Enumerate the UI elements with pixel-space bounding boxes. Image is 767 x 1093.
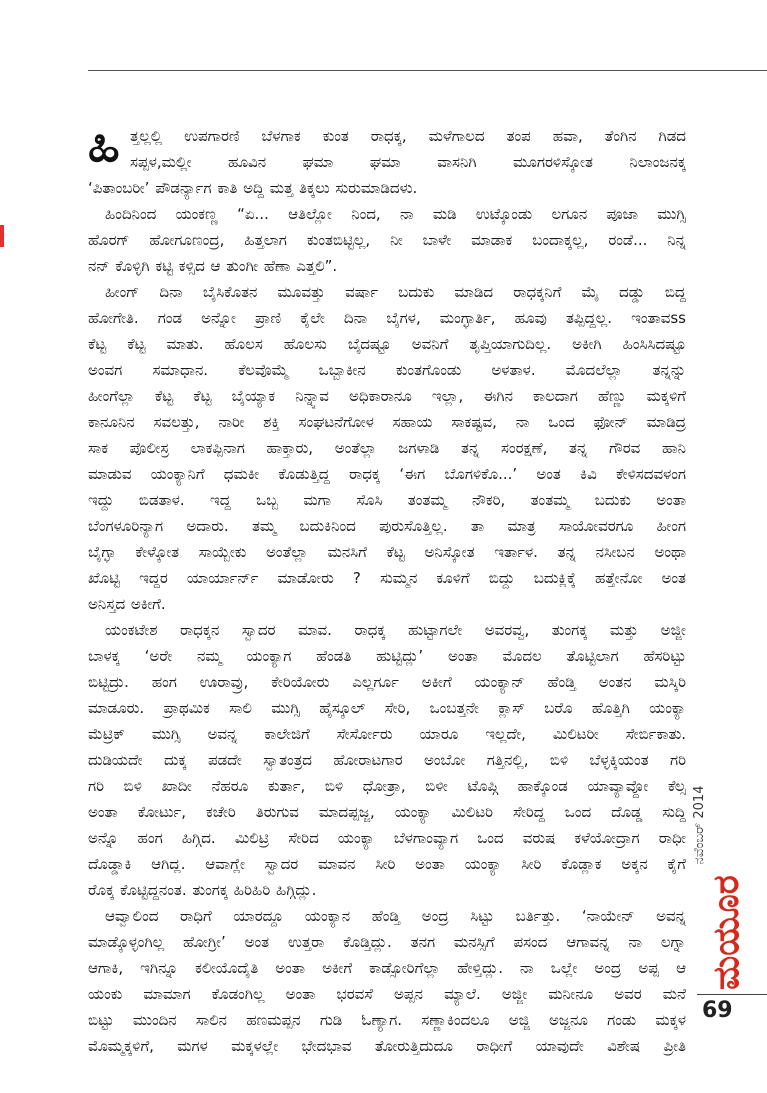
text-line: ಹೀಂಗ್ ದಿನಾ ಬೈಸಿಕೊತನ ಮೂವತ್ತು ವರ್ಷಾ ಬದುಕು ಮಾಡಿದ ರಾಧಕ್ಕನಿಗೆ ಮೈ ದಡ್ಡು ಬಿದ್ದ: [105, 283, 686, 301]
text-line: ಸಪ್ಪಳ,ಮಲ್ಲೀ ಹೂವಿನ ಘಮಾ ಘಮಾ ವಾಸನಿಗಿ ಮೂಗರಳಿಸ್ಕೋತ ನಿಲಾಂಜನಕ್ಕ: [130, 153, 686, 171]
text-line: ದುಡಿಯದೇ ದುಕ್ಕ ಪಡದೇ ಸ್ವಾತಂತ್ರದ ಹೋರಾಟಗಾರ ಅಂಬೋ ಗತ್ತಿನಲ್ಲಿ, ಬಿಳಿ ಬೆಳ್ಳಕ್ಕಿಯಂತ ಗರಿ: [88, 751, 686, 769]
text-line: ಇದ್ದು ಬಿಡತಾಳ. ಇದ್ದ ಒಬ್ಬ ಮಗಾ ಸೊಸಿ ತಂತಮ್ಮ ನೌಕರಿ, ತಂತಮ್ಮ ಬದುಕು ಅಂತಾ: [88, 491, 686, 509]
edge-color-mark: [0, 225, 4, 247]
text-line: ಬಾಳಕ್ಕ ‘ಅರೇ ನಮ್ಮ ಯಂಕ್ಯಾಗ ಹೆಂಡತಿ ಹುಟ್ಟಿದ್ಲು’ ಅಂತಾ ಮೊದಲ ತೊಟ್ಟಿಲಾಗ ಹೆಸರಿಟ್ಟು: [88, 647, 686, 665]
text-line: ಸಾಕ ಪೊಲೀಸ್ರ ಲಾಕಪ್ಪಿನಾಗ ಹಾಕ್ತಾರು, ಅಂತೆಲ್ಲಾ ಜಗಳಾಡಿ ತನ್ನ ಸಂರಕ್ಷಣೆ, ತನ್ನ ಗೌರವ ಹಾನಿ: [88, 439, 686, 457]
text-line: ಹಿಂದಿನಿಂದ ಯಂಕಣ್ಣ “ಏ... ಆತಿಲ್ಲೋ ನಿಂದ, ನಾ ಮಡಿ ಉಟ್ಕೊಂಡು ಲಗೂನ ಪೂಜಾ ಮುಗ್ಸಿ: [105, 205, 686, 223]
text-line: ರೊಕ್ಕ ಕೊಟ್ಟಿದ್ದನಂತ. ತುಂಗಕ್ಕ ಹಿರಿಹಿರಿ ಹಿಗ್ಗಿದ್ಲು.: [88, 881, 317, 899]
text-line: ಕೆಟ್ಟ ಕೆಟ್ಟ ಮಾತು. ಹೊಲಸ ಹೊಲಸು ಬೈದಷ್ಟೂ ಅವನಿಗೆ ತೃಪ್ತಿಯಾಗುದಿಲ್ಲ. ಅಕೀಗಿ ಹಿಂಸಿಸಿದಷ್ಟೂ: [88, 335, 686, 353]
text-line: ಹೀಂಗೆಲ್ಲಾ ಕೆಟ್ಟ ಕೆಟ್ಟ ಬೈಯ್ಯಾಕ ನಿನ್ನ್ಯಾವ ಅಧಿಕಾರಾನೂ ಇಲ್ಲಾ, ಈಗಿನ ಕಾಲದಾಗ ಹೆಣ್ಣು ಮಕ್ಕಳಿಗೆ: [88, 387, 686, 405]
text-line: ಅನಿಸ್ತದ ಅಕೀಗೆ.: [88, 595, 166, 613]
text-line: ಮಾಡ್ಕೊಳ್ಳಂಗಿಲ್ಲ ಹೋಗ್ರೀ’ ಅಂತ ಉತ್ತರಾ ಕೊಡ್ತಿದ್ಲು. ತನಗ ಮನಸ್ಸಿಗೆ ಪಸಂದ ಆಗಾವನ್ನ ನಾ ಲಗ್ನಾ: [88, 933, 686, 951]
magazine-logo: ಮಯೂರ: [706, 875, 747, 990]
text-line: ಯಂಕು ಮಾಮಾಗ ಕೊಡಂಗಿಲ್ಲ ಅಂತಾ ಭರವಸೆ ಅಪ್ಪನ ಮ್ಯಾಲೆ. ಅಜ್ಜೀ ಮನೀನೂ ಅವರ ಮನೆ: [88, 985, 686, 1003]
text-line: ‘ಪಿತಾಂಬರೀ’ ಪೌಡರ್ನ್ಯಾಗ ಕಾತಿ ಅದ್ದಿ ಮತ್ತ ತಿಕ್ಕಲು ಸುರುಮಾಡಿದಳು.: [88, 179, 418, 197]
text-line: ಗರಿ ಬಿಳಿ ಖಾದೀ ನೆಹರೂ ಕುರ್ತಾ, ಬಿಳಿ ಧೋತ್ರಾ, ಬಿಳೀ ಟೊಪ್ಗಿ ಹಾಕ್ಕೊಂಡ ಯಾವ್ಯಾವ್ದೋ ಕೆಲ್ಸ: [88, 777, 686, 795]
text-line: ಅನ್ನೊ ಹಂಗ ಹಿಗ್ಗಿದ. ಮಿಲಿಟ್ರಿ ಸೇರಿದ ಯಂಕ್ಯಾ ಬೆಳಗಾಂವ್ಯಾಗ ಒಂದ ವರುಷ ಕಳೆಯೋದ್ರಾಗ ರಾಧೀ: [88, 829, 686, 847]
text-line: ಅಂತಾ ಕೋರ್ಟು, ಕಚೇರಿ ತಿರುಗುವ ಮಾದಪ್ಪಜ್ಜ, ಯಂಕ್ಯಾ ಮಿಲಿಟರಿ ಸೇರಿದ್ದ ಒಂದ ದೊಡ್ಡ ಸುದ್ದಿ: [88, 803, 686, 821]
text-line: ಹೋಗೇತಿ. ಗಂಡ ಅನ್ನೋ ಪ್ರಾಣಿ ಕೈಲೇ ದಿನಾ ಬೈಗಳ, ಮಂಗ್ಳಾರ್ತಿ, ಹೂವು ತಪ್ಪಿದ್ದಲ್ಲ. ಇಂತಾವss: [88, 309, 686, 327]
article-body: [88, 118, 686, 1059]
text-line: ಬಿಟ್ಟಿದ್ರು. ಹಂಗ ಊರಾವ್ರು, ಕೇರಿಯೋರು ಎಲ್ಲರ್ಗೂ ಅಕೀಗೆ ಯಂಕ್ಯಾನ್ ಹೆಂಡ್ತಿ ಅಂತನ ಮಸ್ಕಿರಿ: [88, 673, 686, 691]
text-line: ಬೆಂಗಳೂರಿನ್ಯಾಗ ಅದಾರು. ತಮ್ಮ ಬದುಕಿನಿಂದ ಪುರುಸೊತ್ತಿಲ್ಲ. ತಾ ಮಾತ್ರ ಸಾಯೋವರಗೂ ಹೀಂಗ: [88, 517, 686, 535]
text-line: ದೊಡ್ಡಾಕಿ ಆಗಿದ್ಲ. ಆವಾಗ್ಲೇ ಸ್ವಾದರ ಮಾವನ ಸೀರಿ ಅಂತಾ ಯಂಕ್ಯಾ ಸೀರಿ ಕೊಡ್ಲಾಕ ಅಕ್ಕನ ಕೈಗೆ: [88, 855, 686, 873]
text-line: ನನ್ ಕೊಳ್ಳಿಗಿ ಕಟ್ಟಿ ಕಳ್ಸಿದ ಆ ತುಂಗೀ ಹೆಣಾ ಎತ್ತಲಿ”.: [88, 257, 338, 275]
text-line: ತ್ತಲ್ಲಲ್ಲಿ ಉಪಗಾರಣಿ ಬೆಳಗಾಕ ಕುಂತ ರಾಧಕ್ಕ, ಮಳೆಗಾಲದ ತಂಪ ಹವಾ, ತೆಂಗಿನ ಗಿಡದ: [130, 127, 686, 145]
header-rule: [88, 70, 767, 71]
text-line: ಹೊರಗ್ ಹೋಗೂಣಂದ್ರ, ಹಿತ್ತಲಾಗ ಕುಂತಬಿಟ್ಟಿಲ್ಲ, ನೀ ಬಾಳೇ ಮಾಡಾಕ ಬಂದಾಕ್ಕಲ್ಲ, ರಂಡೆ... ನಿನ್ನ: [88, 231, 686, 249]
text-line: ಕಾನೂನಿನ ಸವಲತ್ತು, ನಾರೀ ಶಕ್ತಿ ಸಂಘಟನೆಗೋಳ ಸಹಾಯ ಸಾಕಷ್ಟವ, ನಾ ಒಂದ ಫೋನ್ ಮಾಡಿದ್ರ: [88, 413, 686, 431]
text-line: ಬೈಗ್ಳಾ ಕೇಳ್ಕೋತ ಸಾಯ್ಬೇಕು ಅಂತೆಲ್ಲಾ ಮನಸಿಗೆ ಕೆಟ್ಟ ಅನಿಸ್ಕೋತ ಇರ್ತಾಳ. ತನ್ನ ನಸೀಬನ ಅಂಥಾ: [88, 543, 686, 561]
page-number: 69: [702, 998, 733, 1023]
drop-cap: ಹಿ: [88, 118, 120, 172]
text-line: ಖೊಟ್ಟಿ ಇದ್ದರ ಯಾರ್ಯಾರ್ನ್ ಮಾಡೋರು ? ಸುಮ್ಮನ ಕೂಳಿಗೆ ಬಿದ್ದು ಬದುಕ್ಲಿಕ್ಕೆ ಹತ್ತೇನೋ ಅಂತ: [88, 569, 686, 587]
text-line: ಮೊಮ್ಮಕ್ಕಳಿಗೆ, ಮಗಳ ಮಕ್ಕಳಲ್ಲೇ ಭೇದಭಾವ ತೋರುತ್ತಿದುದೂ ರಾಧೀಗೆ ಯಾವುದೇ ವಿಶೇಷ ಪ್ರೀತಿ: [88, 1037, 686, 1055]
text-line: ಮೆಟ್ರಿಕ್ ಮುಗ್ಸಿ ಅವನ್ನ ಕಾಲೇಜಿಗೆ ಸೇರ್ಸೋರು ಯಾರೂ ಇಲ್ಲದೇ, ಮಿಲಿಟರೀ ಸೇರ್ಬಿಕಾತು.: [88, 725, 686, 743]
page-number-rule: [697, 994, 767, 995]
text-line: ಅಂವಗ ಸಮಾಧಾನ. ಕೆಲವೊಮ್ಮೆ ಒಬ್ಬಾಕೀನ ಕುಂತಗೊಂಡು ಅಳತಾಳ. ಮೊದಲೆಲ್ಲಾ ತನ್ನನ್ನು: [88, 361, 686, 379]
text-line: ಮಾಡುವ ಯಂಕ್ಯಾನಿಗೆ ಧಮಕೀ ಕೊಡುತ್ತಿದ್ದ ರಾಧಕ್ಕ ‘ಈಗ ಬೊಗಳಿಕೊ...’ ಅಂತ ಕಿವಿ ಕೇಳಿಸದವಳಂಗ: [88, 465, 686, 483]
text-line: ಬಿಟ್ಟು ಮುಂದಿನ ಸಾಲಿನ ಹಣಮಪ್ಪನ ಗುಡಿ ಓಣ್ಯಾಗ. ಸಣ್ಣಾಕಿಂದಲೂ ಅಜ್ಜಿ ಅಜ್ಜನೂ ಗಂಡು ಮಕ್ಕಳ: [88, 1011, 686, 1029]
text-line: ಆವ್ವಾಲಿಂದ ರಾಧಿಗೆ ಯಾರದ್ದೂ ಯಂಕ್ಯಾನ ಹೆಂಡ್ತಿ ಅಂದ್ರ ಸಿಟ್ಟು ಬರ್ತಿತ್ತು. ‘ನಾಯೇನ್ ಅವನ್ನ: [105, 907, 686, 925]
text-line: ಆಗಾಕಿ, ಇಗಿನ್ನೂ ಕಲೀಯೊದೈತಿ ಅಂತಾ ಅಕೀಗೆ ಕಾಡ್ಸೋರಿಗೆಲ್ಲಾ ಹೇಳ್ತಿದ್ಲು. ನಾ ಒಲ್ಲೇ ಅಂದ್ರ ಅಪ್ಪ ಆ: [88, 959, 686, 977]
issue-date: ನವೆಂಬರ್ 2014: [692, 785, 707, 865]
text-line: ಯಂಕಟೇಶ ರಾಧಕ್ಕನ ಸ್ವಾದರ ಮಾವ. ರಾಧಕ್ಕ ಹುಟ್ಟಾಗಲೇ ಅವರವ್ವ, ತುಂಗಕ್ಕ ಮತ್ತು ಅಜ್ಜೀ: [105, 621, 686, 639]
text-line: ಮಾಡೂರು. ಪ್ರಾಥಮಿಕ ಸಾಲಿ ಮುಗ್ಸಿ ಹೈಸ್ಕೂಲ್ ಸೇರಿ, ಒಂಬತ್ತನೇ ಕ್ಲಾಸ್ ಬರೊ ಹೊತ್ತಿಗಿ ಯಂಕ್ಯಾ: [88, 699, 686, 717]
